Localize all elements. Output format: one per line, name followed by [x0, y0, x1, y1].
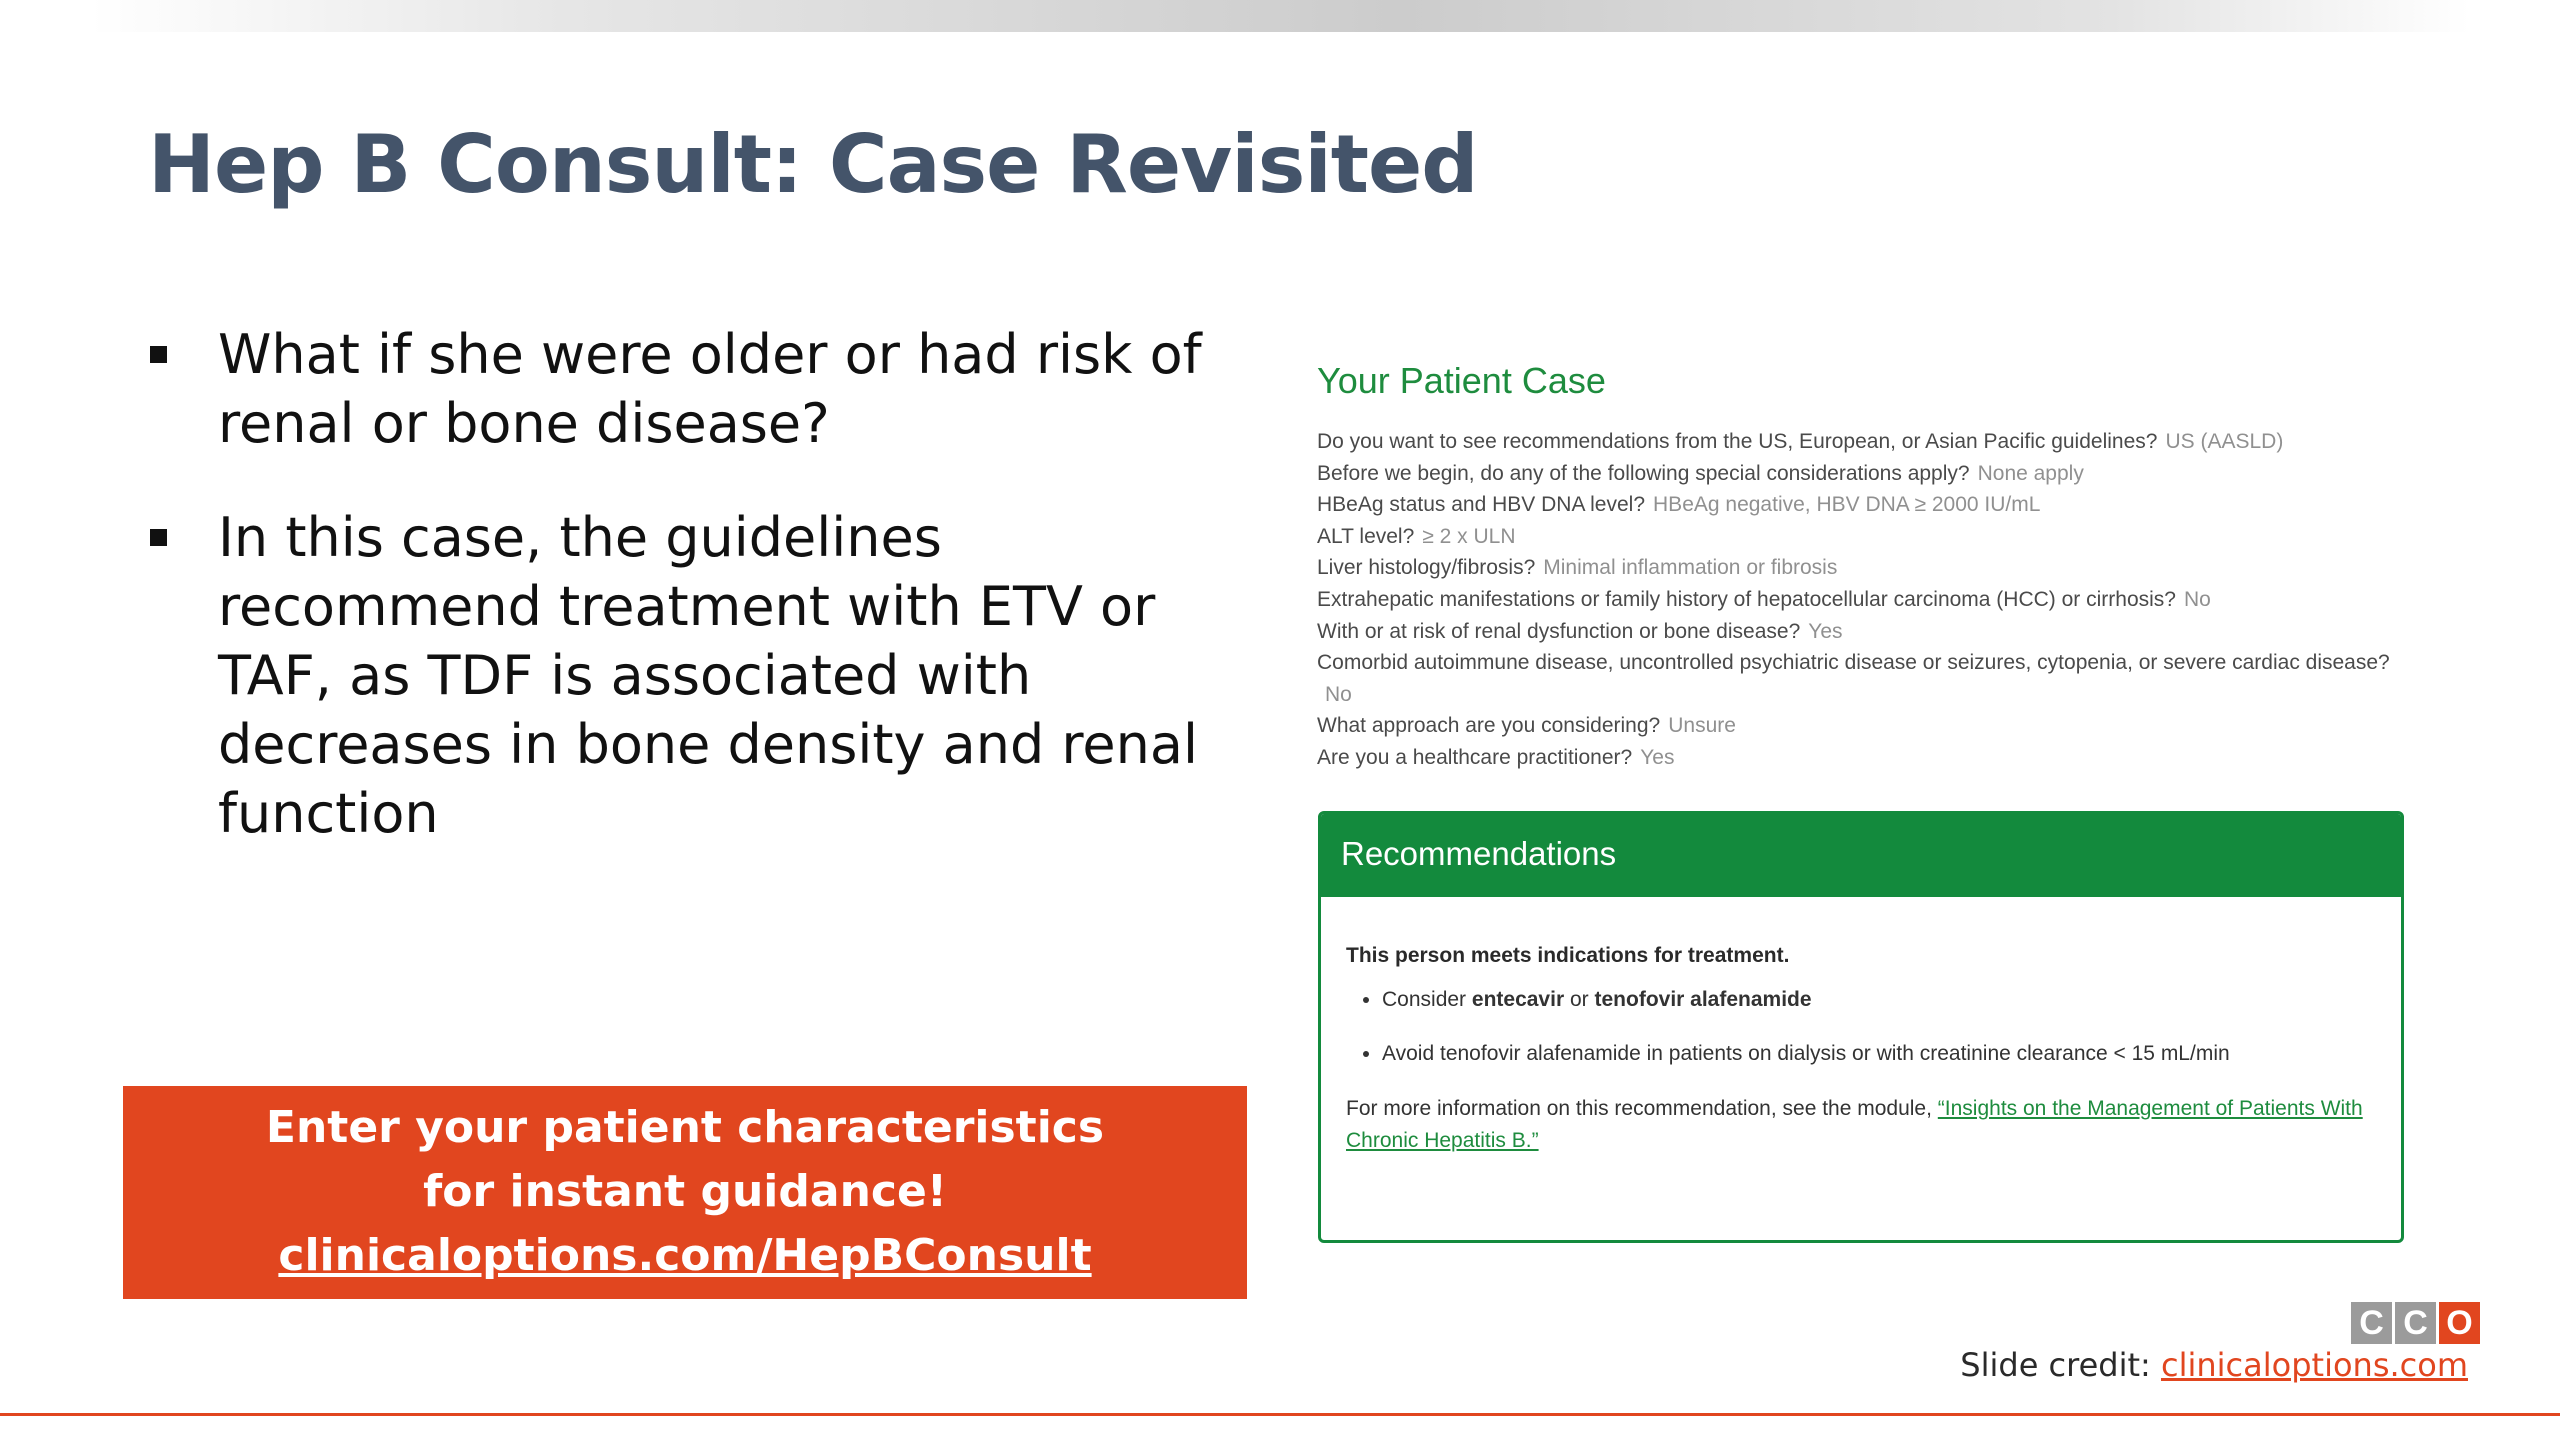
qa-answer: Yes — [1808, 619, 1843, 643]
qa-answer: No — [1325, 682, 1352, 706]
qa-row — [1317, 552, 2397, 584]
cta-line: for instant guidance! — [423, 1166, 947, 1217]
qa-question: Liver histology/fibrosis? — [1317, 556, 1536, 580]
recommendation-list — [1346, 985, 2376, 1069]
recommendation-item — [1382, 985, 2376, 1015]
qa-answer: Unsure — [1668, 714, 1736, 738]
recommendations-panel — [1318, 811, 2404, 1243]
square-bullet-icon — [150, 346, 167, 363]
qa-question: Extrahepatic manifestations or family history of hepatocellular carcinoma (HCC) or cirrhosis? — [1317, 587, 2176, 611]
cco-logo — [2348, 1302, 2480, 1344]
bullet-item — [148, 503, 1208, 848]
qa-question: What approach are you considering? — [1317, 714, 1661, 738]
qa-answer: US (AASLD) — [2165, 430, 2284, 453]
qa-row — [1317, 742, 2397, 774]
qa-answer: Minimal inflammation or fibrosis — [1543, 556, 1838, 580]
qa-row — [1317, 616, 2397, 648]
qa-answer: No — [2184, 587, 2211, 611]
qa-row — [1317, 521, 2397, 553]
qa-question: ALT level? — [1317, 524, 1415, 548]
rec-conjunction: or — [1569, 988, 1589, 1011]
top-gradient-bar — [90, 0, 2470, 32]
qa-question: Do you want to see recommendations from the US, European, or Asian Pacific guidelines? — [1317, 430, 2158, 453]
cta-banner — [123, 1086, 1247, 1299]
cta-link[interactable]: clinicaloptions.com/HepBConsult — [278, 1230, 1092, 1281]
slide-credit — [1960, 1346, 2468, 1384]
rec-prefix: Consider — [1382, 988, 1467, 1011]
rec-drug-entecavir: entecavir — [1471, 988, 1565, 1011]
more-info-text — [1346, 1093, 2376, 1157]
square-bullet-icon — [150, 529, 167, 546]
qa-answer: Yes — [1640, 745, 1675, 769]
patient-case-heading: Your Patient Case — [1317, 360, 1606, 401]
qa-row — [1317, 710, 2397, 742]
qa-answer: HBeAg negative, HBV DNA ≥ 2000 IU/mL — [1653, 493, 2041, 517]
qa-row — [1317, 584, 2397, 616]
logo-letter: O — [2439, 1302, 2480, 1344]
qa-row — [1317, 426, 2397, 458]
bullet-text: What if she were older or had risk of renal or bone disease? — [218, 323, 1202, 455]
module-link[interactable]: “Insights on the Management of Patients With Chronic Hepatitis B.” — [1346, 1097, 2363, 1152]
patient-case-list — [1317, 426, 2397, 774]
cta-line: Enter your patient characteristics — [265, 1102, 1105, 1153]
qa-row — [1317, 458, 2397, 490]
recommendations-header: Recommendations — [1321, 814, 2401, 897]
logo-letter: C — [2395, 1302, 2436, 1344]
bullet-text: In this case, the guidelines recommend treatment with ETV or TAF, as TDF is associated with decreases in bone density and renal function — [218, 506, 1198, 845]
qa-question: With or at risk of renal dysfunction or bone disease? — [1317, 619, 1801, 643]
qa-question: Comorbid autoimmune disease, uncontrolled psychiatric disease or seizures, cytopenia, or severe cardiac disease? — [1317, 651, 2390, 675]
recommendation-summary: This person meets indications for treatment. — [1346, 944, 1790, 967]
bullet-list — [148, 320, 1208, 893]
credit-link[interactable]: clinicaloptions.com — [2160, 1346, 2468, 1384]
recommendation-item: • Avoid tenofovir alafenamide in patients on dialysis or with creatinine clearance < 15 mL/min — [1382, 1039, 2376, 1069]
qa-answer: ≥ 2 x ULN — [1422, 524, 1516, 548]
bottom-divider — [0, 1413, 2560, 1416]
qa-question: Are you a healthcare practitioner? — [1317, 745, 1633, 769]
credit-label: Slide credit: — [1960, 1346, 2151, 1384]
qa-question: HBeAg status and HBV DNA level? — [1317, 493, 1646, 517]
recommendations-body — [1321, 897, 2401, 1157]
slide-title: Hep B Consult: Case Revisited — [148, 118, 1478, 211]
rec-drug-taf: tenofovir alafenamide — [1594, 988, 1812, 1011]
more-info-label: For more information on this recommendation, see the module, — [1346, 1097, 1932, 1120]
qa-question: Before we begin, do any of the following special considerations apply? — [1317, 461, 1970, 485]
logo-letter: C — [2351, 1302, 2392, 1344]
qa-answer: None apply — [1977, 461, 2084, 485]
qa-row — [1317, 489, 2397, 521]
qa-row — [1317, 647, 2397, 710]
bullet-item — [148, 320, 1208, 458]
